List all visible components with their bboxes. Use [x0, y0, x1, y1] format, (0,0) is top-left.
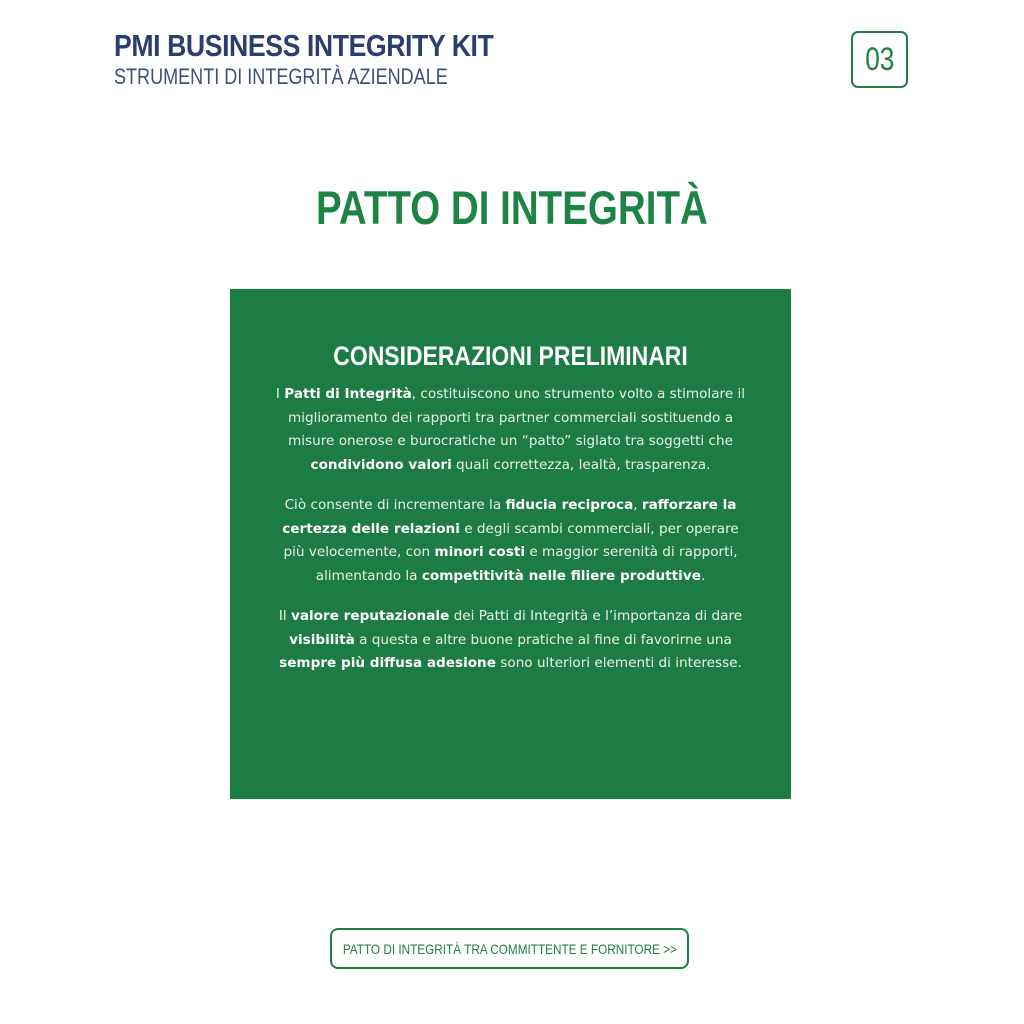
text-run: ,: [633, 497, 642, 513]
bold-phrase: sempre più diffusa adesione: [279, 655, 496, 671]
text-run: I: [275, 386, 285, 402]
text-run: sono ulteriori elementi di interesse.: [495, 655, 742, 671]
text-run: .: [700, 567, 706, 584]
supplier-agreement-link-button[interactable]: [330, 928, 689, 969]
text-run: e degli scambi commerciali, per operare più velocemente, con: [283, 520, 739, 560]
text-run: quali correttezza, lealtà, trasparenza.: [451, 456, 711, 473]
text-run: dei Patti di Integrità e l’importanza di dare: [449, 608, 743, 624]
preliminary-considerations-box: [230, 289, 791, 799]
kit-title: PMI BUSINESS INTEGRITY KIT: [114, 28, 494, 63]
page-number: 03: [864, 41, 895, 77]
bold-phrase: condividono valori: [310, 456, 452, 473]
box-heading-text: CONSIDERAZIONI PRELIMINARI: [333, 341, 688, 371]
text-run: e maggior serenità di rapporti, alimentando la: [315, 544, 738, 584]
page-title-text: PATTO DI INTEGRITÀ: [316, 181, 708, 234]
kit-subtitle: STRUMENTI DI INTEGRITÀ AZIENDALE: [114, 64, 448, 89]
bold-phrase: valore reputazionale: [290, 608, 450, 624]
bold-phrase: rafforzare la certezza delle relazioni: [282, 497, 737, 537]
text-run: Ciò consente di incrementare la: [284, 497, 506, 513]
paragraph-1: [270, 383, 751, 477]
box-heading: [270, 339, 751, 373]
bold-phrase: Patti di Integrità: [284, 386, 412, 402]
document-header: [114, 28, 555, 90]
text-run: a questa e altre buone pratiche al fine di favorirne una: [354, 631, 732, 648]
page-title: [0, 180, 1024, 236]
bold-phrase: competitività nelle filiere produttive: [421, 567, 701, 584]
paragraph-2: [270, 494, 751, 588]
text-run: , costituiscono uno strumento volto a stimolare il miglioramento dei rapporti tra partner commerciali sostituendo a misure onerose e burocratiche un “patto” siglato tra soggetti che: [287, 386, 746, 449]
link-button-label: PATTO DI INTEGRITÀ TRA COMMITTENTE E FORNITORE >>: [342, 940, 677, 957]
bold-phrase: minori costi: [434, 544, 525, 560]
text-run: Il: [278, 608, 291, 624]
bold-phrase: fiducia reciproca: [505, 497, 634, 513]
page-number-badge: [851, 31, 908, 88]
paragraph-3: [270, 605, 751, 676]
bold-phrase: visibilità: [289, 631, 355, 648]
